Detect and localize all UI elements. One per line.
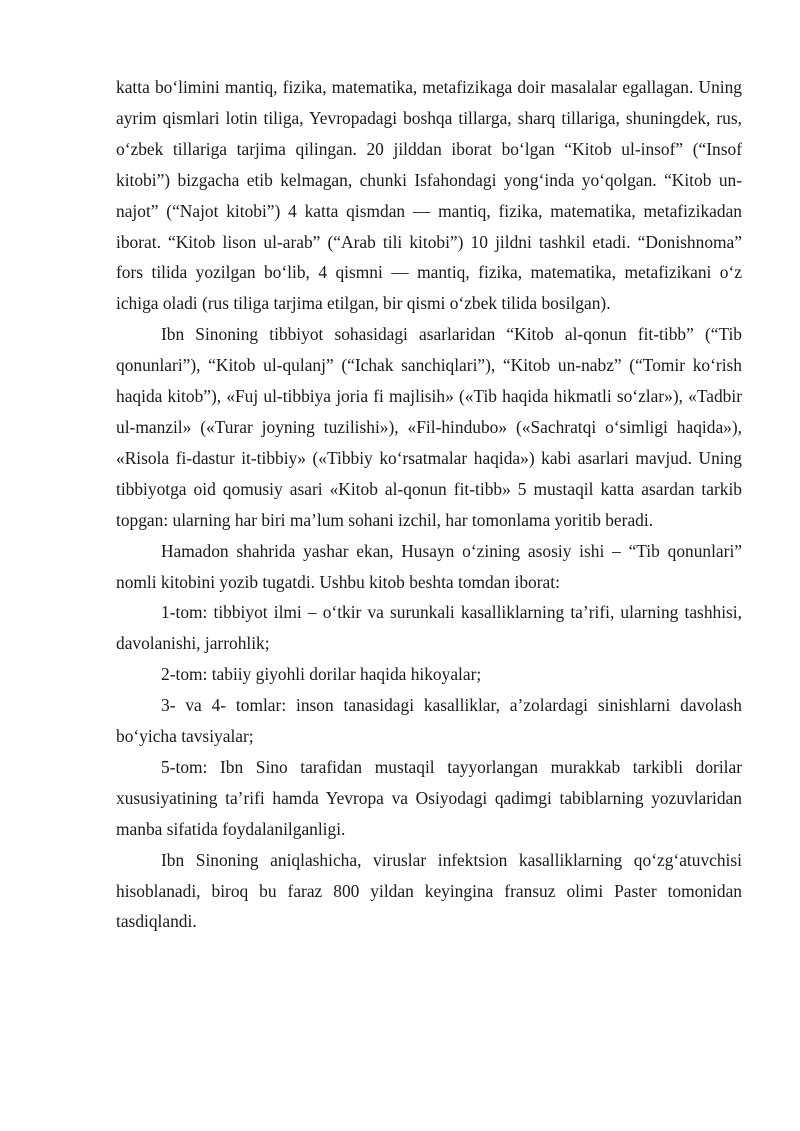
paragraph-volume-3-4: 3- va 4- tomlar: inson tanasidagi kasalliklar, a’zolardagi sinishlarni davolash bo‘yicha tavsiyalar; — [116, 695, 742, 747]
paragraph-medical-works: Ibn Sinoning tibbiyot sohasidagi asarlaridan “Kitob al-qonun fit-tibb” (“Tib qonunlari”), “Kitob ul-qulanj” (“Ichak sanchiqlari”), “Kitob un-nabz” (“Tomir ko‘rish haqida kitob”), «Fuj ul-tibbiya joria fi majlisih» («Tib haqida hikmatli so‘zlar»), «Tadbir ul-manzil» («Turar joyning tuzilishi»), «Fil-hindubo» («Sachratqi o‘simligi haqida»), «Risola fi-dastur it-tibbiy» («Tibbiy ko‘rsatmalar haqida») kabi asarlari mavjud. Uning tibbiyotga oid qomusiy asari «Kitob al-qonun fit-tibb» 5 mustaqil katta asardan tarkib topgan: ularning har biri ma’lum sohani izchil, har tomonlama yoritib beradi. — [116, 324, 742, 530]
paragraph-volume-1: 1-tom: tibbiyot ilmi – o‘tkir va surunkali kasalliklarning ta’rifi, ularning tashhisi, davolanishi, jarrohlik; — [116, 602, 742, 654]
paragraph-volume-5: 5-tom: Ibn Sino tarafidan mustaqil tayyorlangan murakkab tarkibli dorilar xususiyatining ta’rifi hamda Yevropa va Osiyodagi qadimgi tabiblarning yozuvlaridan manba sifatida foydalanilganligi. — [116, 756, 742, 839]
document-page — [116, 72, 742, 937]
paragraph-viruses: Ibn Sinoning aniqlashicha, viruslar infektsion kasalliklarning qo‘zg‘atuvchisi hisoblanadi, biroq bu faraz 800 yildan keyingina fransuz olimi Paster tomonidan tasdiqlandi. — [116, 849, 742, 932]
paragraph-canon-intro: Hamadon shahrida yashar ekan, Husayn o‘zining asosiy ishi – “Tib qonunlari” nomli kitobini yozib tugatdi. Ushbu kitob beshta tomdan iborat: — [116, 540, 742, 592]
paragraph-volume-2: 2-tom: tabiiy giyohli dorilar haqida hikoyalar; — [161, 664, 482, 685]
paragraph-continuation: katta bo‘limini mantiq, fizika, matematika, metafizikaga doir masalalar egallagan. Uning ayrim qismlari lotin tiliga, Yevropadagi boshqa tillarga, sharq tillariga, shuningdek, rus, o‘zbek tillariga tarjima qilingan. 20 jilddan iborat bo‘lgan “Kitob ul-insof” (“Insof kitobi”) bizgacha etib kelmagan, chunki Isfahondagi yong‘inda yo‘qolgan. “Kitob un-najot” (“Najot kitobi”) 4 katta qismdan — mantiq, fizika, matematika, metafizikadan iborat. “Kitob lison ul-arab” (“Arab tili kitobi”) 10 jildni tashkil etadi. “Donishnoma” fors tilida yozilgan bo‘lib, 4 qismni — mantiq, fizika, matematika, metafizikani o‘z ichiga oladi (rus tiliga tarjima etilgan, bir qismi o‘zbek tilida bosilgan). — [116, 77, 742, 314]
